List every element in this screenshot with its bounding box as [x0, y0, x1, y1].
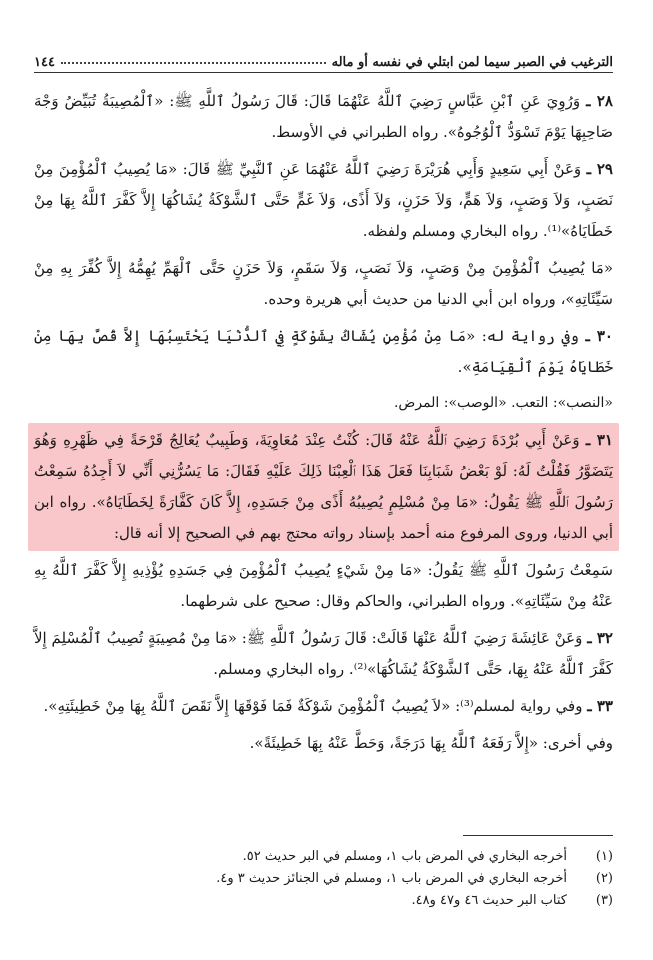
hadith-28 — [34, 86, 613, 148]
footnote-number: (٣) — [595, 893, 613, 908]
footnote-1 — [34, 846, 613, 868]
hadith-text: وَعَنْ عَائِشَةَ رَضِيَ ٱللَّهُ عَنْهَا قَالَتْ: قَالَ رَسُولُ ٱللَّهِ ﷺ: «مَا مِنْ مُصِيبَةٍ تُصِيبُ ٱلْمُسْلِمَ إِلاَّ كَفَّرَ ٱللَّهُ عَنْهُ بِهَا، حَتَّى ٱلشَّوْكَةُ يُشَاكُهَا»⁽²⁾. رواه البخاري ومسلم. — [34, 629, 613, 678]
footnotes — [34, 846, 613, 912]
page-header — [34, 44, 613, 73]
footnote-3 — [34, 890, 613, 912]
footnote-text: أخرجه البخاري في المرض باب ١، ومسلم في البر حديث ٥٢. — [242, 849, 567, 864]
footnote-number: (١) — [595, 849, 613, 864]
running-title: الترغيب في الصبر سيما لمن ابتلي في نفسه أو ماله — [331, 55, 613, 70]
hadith-31-ahmad — [34, 555, 613, 617]
hadith-text: وفي أخرى: «إِلاَّ رَفَعَهُ ٱللَّهُ بِهَا دَرَجَةً، وَحَطَّ عَنْهُ بِهَا خَطِيئَةً». — [249, 734, 613, 752]
hadith-number: ٣١ ـ — [585, 431, 613, 449]
hadith-text: وَعَنْ أَبِي بُرْدَةَ رَضِيَ ٱللَّهُ عَنْهُ قَالَ: كُنْتُ عِنْدَ مُعَاوِيَةَ، وَطَبِيبٌ يُعَالِجُ قَرْحَةً فِي ظَهْرِهِ وَهُوَ يَتَضَوَّرُ فَقُلْتُ لَهُ: لَوْ بَعْضُ شَبَابِنَا فَعَلَ هَذَا ٱلْعِبْنَا ذَلِكَ عَلَيْهِ فَقَالَ: مَا يَسُرُّنِي أَنِّي لاَ أَجِدُهُ سَمِعْتُ رَسُولَ ٱللَّهِ ﷺ يَقُولُ: «مَا مِنْ مُسْلِمٍ يُصِيبُهُ أَذًى مِنْ جَسَدِهِ، إِلاَّ كَانَ كَفَّارَةً لِخَطَايَاهُ». رواه ابن أبي الدنيا، وروى المرفوع منه أحمد بإسناد رواته محتج بهم في الصحيح إلا أنه قال: — [34, 431, 613, 542]
header-dots — [61, 62, 326, 64]
page-number: ١٤٤ — [34, 55, 55, 70]
hadith-30 — [34, 321, 613, 383]
page-body — [34, 86, 613, 765]
hadith-number: ٣٣ ـ — [587, 697, 613, 715]
hadith-number: ٢٩ ـ — [586, 160, 613, 178]
hadith-31-highlighted — [28, 423, 619, 551]
hadith-33 — [34, 691, 613, 722]
hadith-text: وفي رواية له: «مَا مِنْ مُؤْمِنٍ يُشَاكُ بِشَوْكَةٍ فِي ٱلدُّنْيَا يَحْتَسِبُهَا إِلاَّ قُصَّ بِهَا مِنْ خَطَايَاهُ يَوْمَ ٱلْقِيَامَةِ». — [34, 327, 613, 376]
hadith-32 — [34, 623, 613, 685]
footnote-separator — [463, 835, 613, 836]
hadith-number: ٣٠ ـ — [585, 327, 613, 345]
hadith-29 — [34, 154, 613, 247]
hadith-text: «مَا يُصِيبُ ٱلْمُؤْمِنَ مِنْ وَصَبٍ، وَلاَ نَصَبٍ، وَلاَ سَقَمٍ، وَلاَ حَزَنٍ حَتَّى ٱلْهَمِّ يُهِمُّهُ إِلاَّ كُفِّرَ بِهِ مِنْ سَيِّئَاتِهِ»، ورواه ابن أبي الدنيا من حديث أبي هريرة وحده. — [34, 259, 613, 308]
hadith-text: سَمِعْتُ رَسُولَ ٱللَّهِ ﷺ يَقُولُ: «مَا مِنْ شَيْءٍ يُصِيبُ ٱلْمُؤْمِنَ فِي جَسَدِهِ يُؤْذِيهِ إِلاَّ كَفَّرَ ٱللَّهُ بِهِ عَنْهُ مِنْ سَيِّئَاتِهِ». ورواه الطبراني، والحاكم وقال: صحيح على شرطهما. — [34, 561, 613, 610]
hadith-text: وفي رواية لمسلم⁽³⁾: «لاَ يُصِيبُ ٱلْمُؤْمِنَ شَوْكَةٌ فَمَا فَوْقَهَا إِلاَّ نَقَصَ ٱللَّهُ بِهَا مِنْ خَطِيئَتِهِ». — [43, 697, 583, 715]
gloss-note: «النصب»: التعب. «الوصب»: المرض. — [393, 395, 613, 411]
footnote-text: كتاب البر حديث ٤٦ و٤٧ و٤٨. — [411, 893, 567, 908]
hadith-text: وَرُوِيَ عَنِ ٱبْنِ عَبَّاسٍ رَضِيَ ٱللَّهُ عَنْهُمَا قَالَ: قَالَ رَسُولُ ٱللَّهِ ﷺ: «ٱلْمُصِيبَةُ تُبَيِّضُ وَجْهَ صَاحِبِهَا يَوْمَ تَسْوَدُّ ٱلْوُجُوهُ». رواه الطبراني في الأوسط. — [34, 92, 613, 141]
hadith-text: وَعَنْ أَبِي سَعِيدٍ وَأَبِي هُرَيْرَةَ رَضِيَ ٱللَّهُ عَنْهُمَا عَنِ ٱلنَّبِيِّ ﷺ قَالَ: «مَا يُصِيبُ ٱلْمُؤْمِنَ مِنْ نَصَبٍ، وَلاَ وَصَبٍ، وَلاَ هَمٍّ، وَلاَ حَزَنٍ، وَلاَ أَذًى، وَلاَ غَمٍّ حَتَّى ٱلشَّوْكَةُ يُشَاكُهَا إِلاَّ كَفَّرَ ٱللَّهُ بِهَا مِنْ خَطَايَاهُ»⁽¹⁾. رواه البخاري ومسلم ولفظه. — [34, 160, 613, 240]
hadith-29-variant — [34, 253, 613, 315]
footnote-2 — [34, 868, 613, 890]
footnote-number: (٢) — [595, 871, 613, 886]
hadith-number: ٣٢ ـ — [587, 629, 613, 647]
hadith-number: ٢٨ ـ — [586, 92, 613, 110]
footnote-text: أخرجه البخاري في المرض باب ١، ومسلم في الجنائز حديث ٣ و٤. — [216, 871, 567, 886]
hadith-33-variant — [34, 728, 613, 759]
